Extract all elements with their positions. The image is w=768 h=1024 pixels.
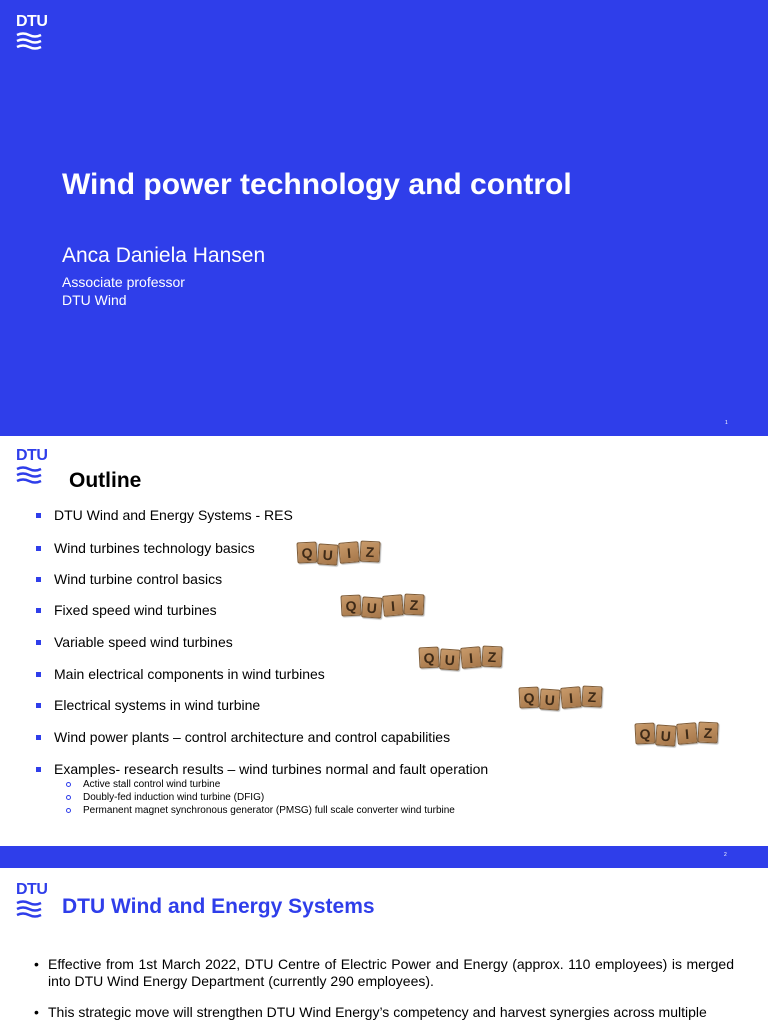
bullet-square-icon — [36, 513, 41, 518]
author-department: DTU Wind — [62, 292, 127, 308]
dtu-waves-icon — [16, 466, 42, 484]
slide-footer-band — [0, 846, 768, 868]
bullet-circle-icon — [66, 808, 71, 813]
bullet-item: • Effective from 1st March 2022, DTU Centre of Electric Power and Energy (approx. 110 employees) is merged into DTU Wind Energy Department (currently 290 employees). — [34, 956, 734, 989]
bullet-square-icon — [36, 546, 41, 551]
author-role: Associate professor — [62, 274, 185, 290]
dtu-logo — [16, 882, 46, 918]
slide-title: DTU Wind and Energy Systems — [62, 895, 375, 918]
bullet-square-icon — [36, 672, 41, 677]
bullet-square-icon — [36, 577, 41, 582]
title-slide — [0, 0, 768, 436]
outline-title: Outline — [69, 469, 142, 492]
dtu-waves-icon — [16, 32, 42, 50]
dtu-logo-text: DTU — [16, 13, 48, 30]
quiz-badge-icon: Q U I Z — [341, 595, 424, 616]
bullet-circle-icon — [66, 782, 71, 787]
bullet-item: • This strategic move will strengthen DTU Wind Energy’s competency and harvest synergies across multiple — [34, 1004, 707, 1020]
bullet-square-icon — [36, 703, 41, 708]
dtu-logo-text: DTU — [16, 447, 48, 464]
presentation-title: Wind power technology and control — [62, 168, 572, 201]
page-number: 1 — [725, 420, 728, 426]
quiz-badge-icon: Q U I Z — [419, 647, 502, 668]
dtu-logo — [16, 448, 46, 484]
dtu-logo — [16, 14, 46, 50]
page-number: 2 — [724, 852, 727, 858]
dtu-logo-text: DTU — [16, 881, 48, 898]
bullet-square-icon — [36, 640, 41, 645]
bullet-circle-icon — [66, 795, 71, 800]
dtu-wind-slide — [0, 868, 768, 1024]
outline-slide: DTU Outline DTU Wind and Energy Systems - RES Wind turbines technology basics Wind turbine control basics Fixed speed wind turbines Variable speed wind turbines Main electrical components in wind turbines Electrical systems in wind turbine Wind power plants – control architecture and control capabilities Examples- research results – wind turbines normal and fault operation Active stall control wind turbine Doubly-fed induction wind turbine (DFIG) Permanent magnet synchronous generator (PMSG) full scale converter wind turbine Q U I Z Q U I Z Q U I Z Q U I Z Q U I Z — [0, 436, 768, 846]
quiz-badge-icon: Q U I Z — [635, 723, 718, 744]
quiz-badge-icon: Q U I Z — [297, 542, 380, 563]
bullet-square-icon — [36, 608, 41, 613]
bullet-square-icon — [36, 767, 41, 772]
bullet-dot-icon: • — [34, 1004, 39, 1020]
author-name: Anca Daniela Hansen — [62, 244, 266, 267]
bullet-square-icon — [36, 735, 41, 740]
dtu-waves-icon — [16, 900, 42, 918]
quiz-badge-icon: Q U I Z — [519, 687, 602, 708]
bullet-dot-icon: • — [34, 956, 39, 972]
